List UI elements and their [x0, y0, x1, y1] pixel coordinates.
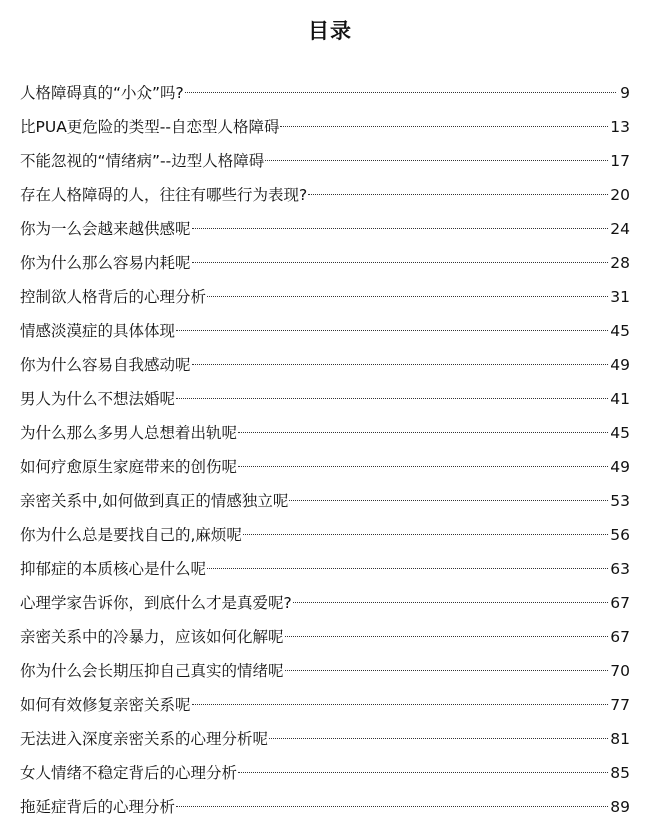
dot-leader [192, 364, 609, 365]
toc-entry-title: 你为什么那么容易内耗呢 [20, 254, 191, 272]
toc-entry-page: 49 [610, 356, 630, 374]
toc-entry[interactable] [20, 588, 630, 622]
table-of-contents [20, 78, 630, 826]
toc-entry-title: 你为什么容易自我感动呢 [20, 356, 191, 374]
toc-entry-title: 男人为什么不想法婚呢 [20, 390, 176, 408]
toc-entry[interactable] [20, 724, 630, 758]
toc-entry-page: 17 [610, 152, 630, 170]
toc-entry[interactable] [20, 554, 630, 588]
toc-entry-page: 53 [610, 492, 630, 510]
toc-entry-page: 81 [610, 730, 630, 748]
toc-entry-page: 45 [610, 424, 630, 442]
page-title: 目录 [308, 19, 352, 43]
toc-entry-title: 亲密关系中的冷暴力，应该如何化解呢 [20, 628, 284, 646]
dot-leader [185, 92, 616, 93]
toc-entry-page: 85 [610, 764, 630, 782]
toc-entry[interactable] [20, 146, 630, 180]
dot-leader [192, 704, 609, 705]
toc-entry[interactable] [20, 622, 630, 656]
toc-entry-page: 67 [610, 628, 630, 646]
dot-leader [207, 568, 608, 569]
toc-entry[interactable] [20, 384, 630, 418]
toc-entry[interactable] [20, 248, 630, 282]
toc-entry-page: 67 [610, 594, 630, 612]
dot-leader [192, 228, 609, 229]
toc-entry-title: 你为什么总是要找自己的,麻烦呢 [20, 526, 242, 544]
dot-leader [269, 738, 608, 739]
toc-entry[interactable] [20, 112, 630, 146]
toc-entry-page: 49 [610, 458, 630, 476]
toc-entry-title: 如何疗愈原生家庭带来的创伤呢 [20, 458, 238, 476]
toc-entry[interactable] [20, 452, 630, 486]
toc-entry-title: 存在人格障碍的人，往往有哪些行为表现? [20, 186, 308, 204]
toc-entry-page: 77 [610, 696, 630, 714]
toc-entry-title: 比PUA更危险的类型--自恋型人格障碍 [20, 118, 280, 136]
toc-entry-title: 控制欲人格背后的心理分析 [20, 288, 207, 306]
dot-leader [289, 500, 608, 501]
toc-entry-title: 情感淡漠症的具体体现 [20, 322, 176, 340]
dot-leader [176, 806, 608, 807]
toc-entry[interactable] [20, 316, 630, 350]
toc-entry-title: 你为一么会越来越供感呢 [20, 220, 191, 238]
toc-entry-page: 63 [610, 560, 630, 578]
dot-leader [293, 602, 609, 603]
dot-leader [243, 534, 608, 535]
toc-entry-page: 41 [610, 390, 630, 408]
toc-entry-title: 女人情绪不稳定背后的心理分析 [20, 764, 238, 782]
toc-entry-page: 28 [610, 254, 630, 272]
toc-entry[interactable] [20, 758, 630, 792]
toc-entry-page: 70 [610, 662, 630, 680]
dot-leader [265, 160, 608, 161]
toc-entry[interactable] [20, 656, 630, 690]
toc-entry-page: 20 [610, 186, 630, 204]
toc-entry-title: 心理学家告诉你，到底什么才是真爱呢? [20, 594, 292, 612]
toc-entry[interactable] [20, 350, 630, 384]
dot-leader [207, 296, 608, 297]
dot-leader [192, 262, 609, 263]
dot-leader [238, 432, 608, 433]
toc-entry-title: 亲密关系中,如何做到真正的情感独立呢 [20, 492, 289, 510]
toc-entry-page: 45 [610, 322, 630, 340]
dot-leader [176, 330, 608, 331]
toc-entry-title: 抑郁症的本质核心是什么呢 [20, 560, 207, 578]
toc-entry[interactable] [20, 486, 630, 520]
toc-entry-page: 13 [610, 118, 630, 136]
toc-entry[interactable] [20, 792, 630, 826]
dot-leader [176, 398, 608, 399]
toc-entry-title: 无法进入深度亲密关系的心理分析呢 [20, 730, 269, 748]
toc-entry[interactable] [20, 418, 630, 452]
toc-entry-page: 24 [610, 220, 630, 238]
toc-entry-title: 不能忽视的“情绪病”--边型人格障碍 [20, 152, 265, 170]
toc-entry-title: 你为什么会长期压抑自己真实的情绪呢 [20, 662, 284, 680]
toc-entry[interactable] [20, 690, 630, 724]
toc-entry-page: 9 [620, 84, 630, 102]
dot-leader [285, 670, 609, 671]
toc-entry-page: 31 [610, 288, 630, 306]
toc-entry-title: 为什么那么多男人总想着出轨呢 [20, 424, 238, 442]
toc-entry[interactable] [20, 78, 630, 112]
dot-leader [238, 772, 608, 773]
dot-leader [238, 466, 608, 467]
toc-entry-title: 拖延症背后的心理分析 [20, 798, 176, 816]
toc-entry[interactable] [20, 180, 630, 214]
toc-entry-page: 56 [610, 526, 630, 544]
toc-entry-title: 如何有效修复亲密关系呢 [20, 696, 191, 714]
toc-entry[interactable] [20, 214, 630, 248]
toc-entry[interactable] [20, 520, 630, 554]
dot-leader [280, 126, 608, 127]
toc-entry-page: 89 [610, 798, 630, 816]
dot-leader [308, 194, 608, 195]
toc-entry[interactable] [20, 282, 630, 316]
toc-entry-title: 人格障碍真的“小众”吗? [20, 84, 184, 102]
dot-leader [285, 636, 609, 637]
